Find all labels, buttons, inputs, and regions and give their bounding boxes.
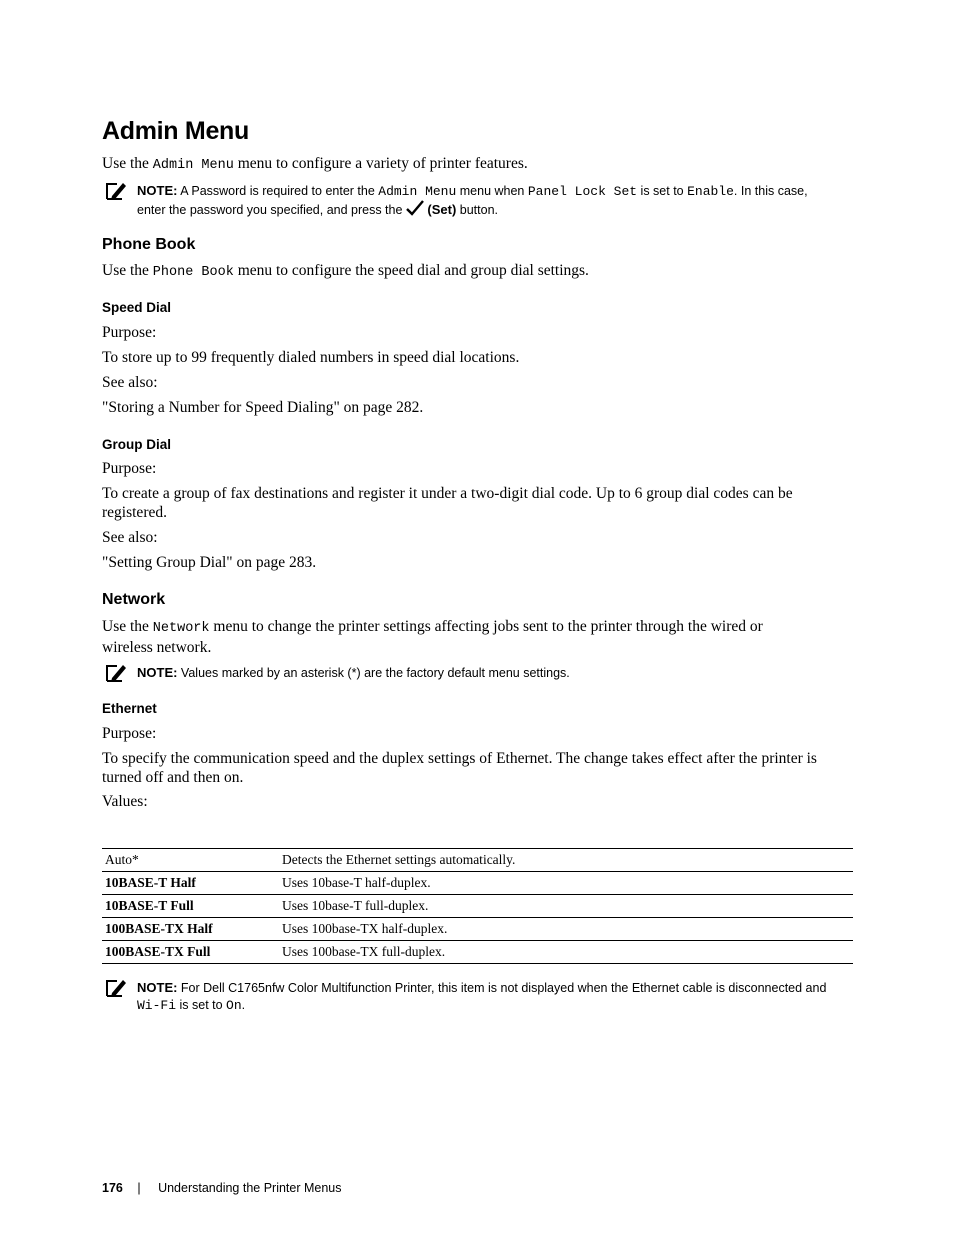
note-pencil-icon xyxy=(105,663,127,683)
phone-book-intro: Use the Phone Book menu to configure the speed dial and group dial settings. xyxy=(102,262,589,280)
page-footer xyxy=(102,1181,342,1195)
footer-section: Understanding the Printer Menus xyxy=(158,1181,342,1195)
speed-dial-purpose-label: Purpose: xyxy=(102,324,157,341)
network-intro: Use the Network menu to change the printer settings affecting jobs sent to the printer through the wired or wireless network. xyxy=(102,618,763,656)
phone-book-heading: Phone Book xyxy=(102,236,196,253)
table-cell-value: 10BASE-T Half xyxy=(102,872,279,895)
note-default-values: NOTE: Values marked by an asterisk (*) are the factory default menu settings. xyxy=(137,665,570,680)
speed-dial-purpose: To store up to 99 frequently dialed numbers in speed dial locations. xyxy=(102,349,520,366)
table-cell-value: Auto* xyxy=(102,849,279,872)
table-row xyxy=(102,872,853,895)
network-heading: Network xyxy=(102,591,166,608)
table-row xyxy=(102,918,853,941)
table-row xyxy=(102,895,853,918)
ethernet-purpose-label: Purpose: xyxy=(102,725,157,742)
note-pencil-icon xyxy=(105,978,127,998)
group-dial-purpose: To create a group of fax destinations and register it under a two-digit dial code. Up to 6 group dial codes can be registered. xyxy=(102,485,793,521)
table-cell-value: 100BASE-TX Full xyxy=(102,941,279,964)
checkmark-icon xyxy=(406,200,424,216)
intro-text: Use the Admin Menu menu to configure a variety of printer features. xyxy=(102,155,528,173)
note-pencil-icon xyxy=(105,181,127,201)
group-dial-see-also-label: See also: xyxy=(102,529,158,546)
table-cell-description: Detects the Ethernet settings automatically. xyxy=(279,849,853,872)
table-cell-description: Uses 10base-T half-duplex. xyxy=(279,872,853,895)
table-cell-description: Uses 100base-TX full-duplex. xyxy=(279,941,853,964)
ethernet-heading: Ethernet xyxy=(102,701,157,716)
table-cell-value: 100BASE-TX Half xyxy=(102,918,279,941)
group-dial-see-also: "Setting Group Dial" on page 283. xyxy=(102,554,317,571)
table-cell-value: 10BASE-T Full xyxy=(102,895,279,918)
group-dial-heading: Group Dial xyxy=(102,437,172,452)
speed-dial-see-also-label: See also: xyxy=(102,374,158,391)
table-row xyxy=(102,941,853,964)
table-cell-description: Uses 10base-T full-duplex. xyxy=(279,895,853,918)
ethernet-purpose: To specify the communication speed and the duplex settings of Ethernet. The change takes effect after the printer is turned off and then on. xyxy=(102,750,817,786)
speed-dial-heading: Speed Dial xyxy=(102,300,172,315)
group-dial-purpose-label: Purpose: xyxy=(102,460,157,477)
ethernet-values-label: Values: xyxy=(102,793,148,810)
footer-separator: | xyxy=(137,1181,141,1195)
note-password: NOTE: A Password is required to enter the Admin Menu menu when Panel Lock Set is set to Enable. In this case, enter the password you specified, and press the (Set) button. xyxy=(137,183,808,217)
page-number: 176 xyxy=(102,1181,123,1195)
page-title: Admin Menu xyxy=(102,117,249,145)
ethernet-values-table xyxy=(102,848,853,964)
table-row xyxy=(102,849,853,872)
note-wifi: NOTE: For Dell C1765nfw Color Multifunction Printer, this item is not displayed when the Ethernet cable is disconnected and Wi-Fi is set to On. xyxy=(137,980,827,1013)
speed-dial-see-also: "Storing a Number for Speed Dialing" on page 282. xyxy=(102,399,424,416)
table-cell-description: Uses 100base-TX half-duplex. xyxy=(279,918,853,941)
